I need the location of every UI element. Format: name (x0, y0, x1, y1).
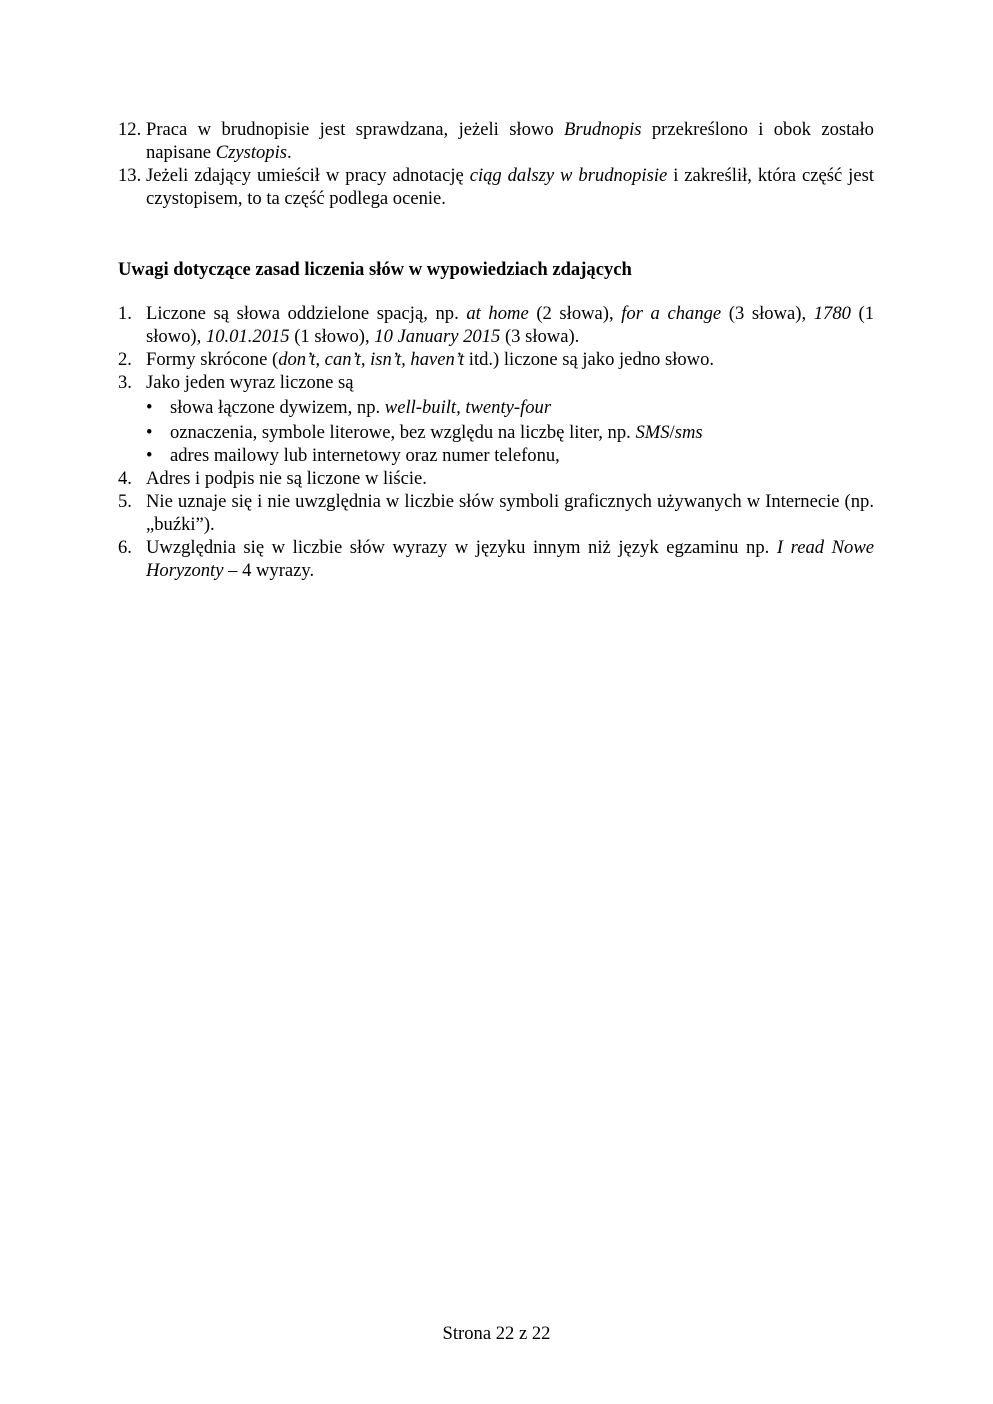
text-run: Jako jeden wyraz liczone są (146, 372, 354, 393)
italic-run: 10 January 2015 (374, 326, 501, 347)
text-run: adres mailowy lub internetowy oraz numer telefonu, (170, 445, 560, 466)
bullet-text (170, 396, 874, 419)
item-number: 3. (118, 372, 132, 393)
text-run: (1 słowo), (146, 303, 875, 347)
item-number: 2. (118, 349, 132, 370)
section-heading: Uwagi dotyczące zasad liczenia słów w wypowiedziach zdających (118, 259, 632, 280)
italic-run: Brudnopis (563, 119, 642, 140)
italic-run: for a change (621, 303, 722, 324)
rule-item-5 (118, 490, 874, 536)
bullet-item-contacts (146, 444, 874, 467)
text-run: Adres i podpis nie są liczone w liście. (146, 468, 427, 489)
italic-run: don’t, can’t, isn’t, haven’t (278, 349, 465, 370)
italic-run: Czystopis (215, 142, 287, 163)
text-run: Praca w brudnopisie jest sprawdzana, jeżeli słowo (146, 119, 564, 140)
text-run: – 4 wyrazy. (223, 560, 315, 581)
text-run: / (669, 422, 675, 443)
rule-item-4 (118, 467, 874, 490)
item-text (146, 371, 874, 394)
text-run: Formy skrócone ( (146, 349, 279, 370)
bullet-item-hyphenated (146, 396, 874, 419)
italic-run: 10.01.2015 (205, 326, 290, 347)
item-number: 5. (118, 491, 132, 512)
text-run: słowa łączone dywizem, np. (170, 397, 385, 418)
bullet-text (170, 444, 874, 467)
item-text (146, 467, 874, 490)
item-text (146, 490, 874, 536)
italic-run: sms (674, 422, 703, 443)
rule-item-2 (118, 348, 874, 371)
item-text (146, 348, 874, 371)
list-item-12 (118, 118, 874, 164)
italic-run: well-built, twenty-four (384, 397, 552, 418)
text-run: oznaczenia, symbole literowe, bez względu na liczbę liter, np. (170, 422, 636, 443)
bullet-icon: • (146, 422, 153, 443)
item-text (146, 118, 874, 164)
text-run: Jeżeli zdający umieścił w pracy adnotację (146, 165, 470, 186)
italic-run: I read Nowe Horyzonty (146, 537, 874, 581)
text-run: (2 słowa), (528, 303, 622, 324)
item-text (146, 164, 874, 210)
item-number: 1. (118, 303, 132, 324)
text-run: itd.) liczone są jako jedno słowo. (464, 349, 715, 370)
text-run: przekreślono i obok zostało napisane (146, 119, 874, 163)
text-run: Nie uznaje się i nie uwzględnia w liczbie słów symboli graficznych używanych w Internecie (np. „buźki”). (146, 491, 874, 535)
rule-item-3 (118, 371, 874, 394)
item-text (146, 536, 874, 582)
item-number: 12. (118, 119, 142, 140)
list-item-13 (118, 164, 874, 210)
italic-run: SMS (635, 422, 670, 443)
bullet-item-symbols (146, 421, 874, 444)
italic-run: 1780 (813, 303, 851, 324)
item-number: 6. (118, 537, 132, 558)
bullet-icon: • (146, 397, 153, 418)
text-run: (1 słowo), (289, 326, 375, 347)
item-text (146, 302, 874, 348)
text-run: (3 słowa). (500, 326, 580, 347)
item-number: 13. (118, 165, 142, 186)
text-run: . (287, 142, 292, 163)
item-number: 4. (118, 468, 132, 489)
italic-run: ciąg dalszy w brudnopisie (469, 165, 668, 186)
text-run: (3 słowa), (721, 303, 814, 324)
bullet-icon: • (146, 445, 153, 466)
rule-item-6 (118, 536, 874, 582)
text-run: i zakreślił, która część jest czystopisem, to ta część podlega ocenie. (146, 165, 875, 209)
text-run: Liczone są słowa oddzielone spacją, np. (146, 303, 467, 324)
page-number-footer: Strona 22 z 22 (442, 1323, 551, 1344)
italic-run: at home (466, 303, 529, 324)
text-run: Uwzględnia się w liczbie słów wyrazy w języku innym niż język egzaminu np. (146, 537, 777, 558)
rule-item-1 (118, 302, 874, 348)
bullet-text (170, 421, 874, 444)
